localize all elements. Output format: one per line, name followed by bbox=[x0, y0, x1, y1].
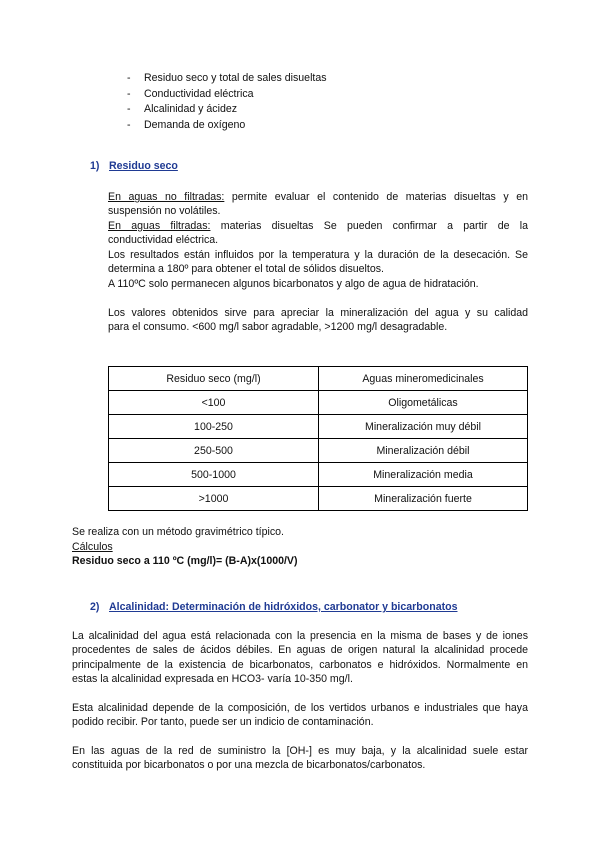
section-number: 1) bbox=[90, 160, 100, 172]
section-heading-residuo-seco bbox=[90, 160, 178, 172]
table-cell: Mineralización débil bbox=[319, 439, 528, 463]
table-cell: 250-500 bbox=[109, 439, 319, 463]
inline-label: En aguas filtradas: bbox=[108, 220, 211, 232]
paragraph-alcalinidad-composicion bbox=[72, 701, 528, 730]
table-cell: >1000 bbox=[109, 487, 319, 511]
text-line: estas la alcalinidad expresada en HCO3- varía 10-350 mg/l. bbox=[72, 673, 353, 686]
table-cell: 100-250 bbox=[109, 415, 319, 439]
section-heading-alcalinidad bbox=[90, 601, 457, 613]
text-line: En las aguas de la red de suministro la [OH-] es muy baja, y la alcalinidad suele estar bbox=[72, 745, 528, 757]
text-line bbox=[108, 190, 528, 204]
paragraph-alcalinidad-red bbox=[72, 744, 528, 773]
paragraph-resultados bbox=[108, 248, 528, 291]
inline-label: En aguas no filtradas: bbox=[108, 191, 225, 203]
text-line: A 110ºC solo permanecen algunos bicarbonatos y algo de agua de hidratación. bbox=[108, 277, 479, 290]
text-line bbox=[108, 219, 528, 233]
formula: Residuo seco a 110 ºC (mg/l)= (B-A)x(1000/V) bbox=[72, 555, 298, 567]
list-item bbox=[127, 87, 327, 103]
text-line: podido recibir. Por tanto, puede ser un indicio de contaminación. bbox=[72, 716, 374, 729]
text-line: constituida por bicarbonatos o por una mezcla de bicarbonatos/carbonatos. bbox=[72, 759, 426, 772]
text-line: procedentes de sales de ácidos débiles. En aguas de origen natural la alcalinidad procede bbox=[72, 644, 528, 657]
table-row bbox=[109, 439, 528, 463]
paragraph-valores bbox=[108, 306, 528, 335]
section-number: 2) bbox=[90, 601, 100, 613]
method-text: Se realiza con un método gravimétrico típico. bbox=[72, 526, 284, 538]
list-item bbox=[127, 71, 327, 87]
table-cell: <100 bbox=[109, 391, 319, 415]
section-title: Alcalinidad: Determinación de hidróxidos, carbonator y bicarbonatos bbox=[109, 601, 458, 613]
table-row bbox=[109, 391, 528, 415]
bullet-marker: - bbox=[127, 87, 131, 100]
paragraph-alcalinidad-definicion bbox=[72, 629, 528, 687]
calculos-label: Cálculos bbox=[72, 540, 113, 553]
bullet-list bbox=[127, 71, 327, 133]
bullet-marker: - bbox=[127, 103, 131, 115]
text-line: principalmente de la existencia de bicarbonatos, carbonatos e hidróxidos. Normalmente en bbox=[72, 658, 528, 671]
table-header-row bbox=[109, 367, 528, 391]
list-item bbox=[127, 102, 327, 118]
inline-text: permite evaluar el contenido de materias disueltas y en bbox=[224, 191, 528, 203]
text-line: La alcalinidad del agua está relacionada con la presencia en la misma de bases y de iones bbox=[72, 630, 528, 642]
text-line: determina a 180º para obtener el total de sólidos disueltos. bbox=[108, 263, 384, 276]
text-line: Los resultados están influidos por la temperatura y la duración de la desecación. Se bbox=[108, 249, 528, 261]
text-line: Esta alcalinidad depende de la composición, de los vertidos urbanos e industriales que haya bbox=[72, 702, 528, 714]
table-cell: Mineralización media bbox=[319, 463, 528, 487]
table-cell: Mineralización muy débil bbox=[319, 415, 528, 439]
table-cell: 500-1000 bbox=[109, 463, 319, 487]
text-line: para el consumo. <600 mg/l sabor agradable, >1200 mg/l desagradable. bbox=[108, 321, 448, 334]
table-row bbox=[109, 487, 528, 511]
table-cell: Mineralización fuerte bbox=[319, 487, 528, 511]
paragraph-no-filtradas bbox=[108, 190, 528, 219]
table-header-cell: Residuo seco (mg/l) bbox=[109, 367, 319, 391]
table-row bbox=[109, 415, 528, 439]
paragraph-filtradas bbox=[108, 219, 528, 248]
inline-text: materias disueltas Se pueden confirmar a partir de la bbox=[210, 220, 529, 232]
table-cell: Oligometálicas bbox=[319, 391, 528, 415]
table-row bbox=[109, 463, 528, 487]
calculation-block bbox=[72, 525, 298, 569]
text-line: suspensión no volátiles. bbox=[108, 205, 221, 218]
text-line: conductividad eléctrica. bbox=[108, 234, 219, 247]
residuo-seco-table bbox=[108, 366, 528, 511]
bullet-text: Demanda de oxígeno bbox=[144, 118, 246, 131]
list-item bbox=[127, 118, 327, 134]
bullet-marker: - bbox=[127, 118, 131, 131]
bullet-text: Conductividad eléctrica bbox=[144, 87, 254, 100]
table-header-cell: Aguas mineromedicinales bbox=[319, 367, 528, 391]
text-line: Los valores obtenidos sirve para apreciar la mineralización del agua y su calidad bbox=[108, 307, 528, 319]
bullet-text: Alcalinidad y ácidez bbox=[144, 103, 238, 115]
bullet-marker: - bbox=[127, 72, 131, 84]
section-title: Residuo seco bbox=[109, 160, 178, 172]
bullet-text: Residuo seco y total de sales disueltas bbox=[144, 72, 327, 84]
